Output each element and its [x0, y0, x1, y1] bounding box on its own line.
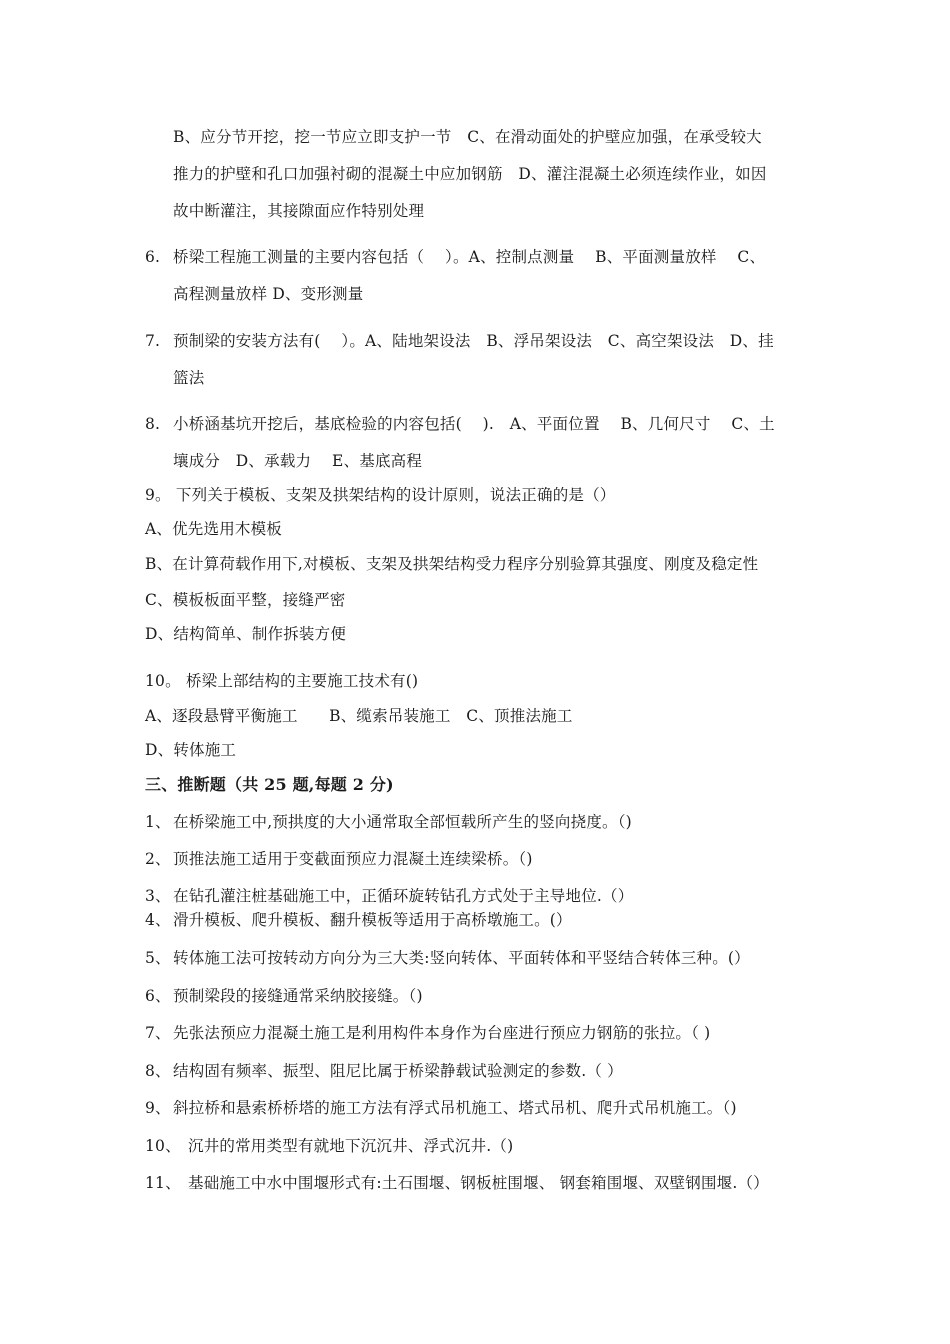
judge-text: 在桥梁施工中,预拱度的大小通常取全部恒载所产生的竖向挠度。（)	[173, 813, 632, 831]
judge-item	[145, 886, 633, 906]
judge-number: 6、	[145, 987, 171, 1005]
judge-number: 2、	[145, 850, 171, 868]
question-text: 小桥涵基坑开挖后，基底检验的内容包括( ). A、平面位置 B、几何尺寸 C、土	[173, 415, 775, 433]
question-10-option-d: D、转体施工	[145, 741, 237, 759]
judge-item	[145, 1061, 623, 1081]
question-7-line2: 篮法	[173, 369, 205, 387]
question-number: 7.	[145, 332, 161, 350]
q5-option-line3: 故中断灌注，其接隙面应作特别处理	[173, 202, 425, 220]
question-10-options-abc: A、逐段悬臂平衡施工 B、缆索吊装施工 C、顶推法施工	[145, 707, 573, 725]
question-number: 6.	[145, 248, 161, 266]
judge-text: 滑升模板、爬升模板、翻升模板等适用于高桥墩施工。(）	[173, 911, 572, 929]
question-9-option-d: D、结构简单、制作拆装方便	[145, 625, 347, 643]
judge-number: 5、	[145, 949, 171, 967]
judge-item	[145, 849, 533, 869]
judge-text: 先张法预应力混凝土施工是利用构件本身作为台座进行预应力钢筋的张拉。（ )	[173, 1024, 711, 1042]
question-text: 桥梁工程施工测量的主要内容包括（ ）。A、控制点测量 B、平面测量放样 C、	[173, 248, 766, 266]
question-text: 预制梁的安装方法有( ）。A、陆地架设法 B、浮吊架设法 C、高空架设法 D、挂	[173, 332, 774, 350]
judge-item	[145, 812, 632, 832]
judge-text: 转体施工法可按转动方向分为三大类:竖向转体、平面转体和平竖结合转体三种。(）	[173, 949, 750, 967]
judge-text: 斜拉桥和悬索桥桥塔的施工方法有浮式吊机施工、塔式吊机、爬升式吊机施工。（)	[173, 1099, 737, 1117]
judge-item	[145, 1023, 710, 1043]
question-7	[145, 331, 774, 351]
judge-number: 10、	[145, 1137, 181, 1155]
question-9-option-c: C、模板板面平整，接缝严密	[145, 591, 346, 609]
judge-text: 预制梁段的接缝通常采纳胶接缝。（)	[173, 987, 423, 1005]
question-8-line2: 壤成分 D、承载力 E、基底高程	[173, 452, 423, 470]
question-8	[145, 414, 775, 434]
judge-text: 结构固有频率、振型、阻尼比属于桥梁静载试验测定的参数.（ ）	[173, 1062, 623, 1080]
judge-item	[145, 1173, 769, 1193]
q5-option-line2: 推力的护壁和孔口加强衬砌的混凝土中应加钢筋 D、灌注混凝土必须连续作业，如因	[173, 165, 767, 183]
judge-number: 4、	[145, 911, 171, 929]
judge-item	[145, 910, 572, 930]
judge-text: 基础施工中水中围堰形式有:土石围堰、钢板桩围堰、 钢套箱围堰、双壁钢围堰.（）	[188, 1174, 769, 1192]
question-6	[145, 247, 765, 267]
question-9-option-a: A、优先选用木模板	[145, 520, 282, 538]
question-6-line2: 高程测量放样 D、变形测量	[173, 285, 364, 303]
judge-item	[145, 1136, 513, 1156]
judge-text: 顶推法施工适用于变截面预应力混凝土连续梁桥。（)	[173, 850, 533, 868]
judge-item	[145, 986, 423, 1006]
question-9: 9。 下列关于模板、支架及拱架结构的设计原则，说法正确的是（）	[145, 486, 616, 504]
judge-number: 1、	[145, 813, 171, 831]
judge-number: 3、	[145, 887, 171, 905]
q5-option-b-line1: B、应分节开挖，挖一节应立即支护一节 C、在滑动面处的护壁应加强，在承受较大	[173, 128, 762, 146]
judge-text: 在钻孔灌注桩基础施工中，正循环旋转钻孔方式处于主导地位.（）	[173, 887, 634, 905]
judge-number: 11、	[145, 1174, 181, 1192]
question-number: 8.	[145, 415, 161, 433]
section-3-title: 三、推断题（共 25 题,每题 2 分)	[145, 775, 394, 794]
judge-number: 7、	[145, 1024, 171, 1042]
question-9-option-b: B、在计算荷载作用下,对模板、支架及拱架结构受力程序分别验算其强度、刚度及稳定性	[145, 555, 759, 573]
judge-item	[145, 948, 750, 968]
judge-item	[145, 1098, 737, 1118]
judge-number: 8、	[145, 1062, 171, 1080]
judge-number: 9、	[145, 1099, 171, 1117]
question-10: 10。 桥梁上部结构的主要施工技术有()	[145, 672, 419, 690]
judge-text: 沉井的常用类型有就地下沉沉井、浮式沉井.（)	[188, 1137, 514, 1155]
